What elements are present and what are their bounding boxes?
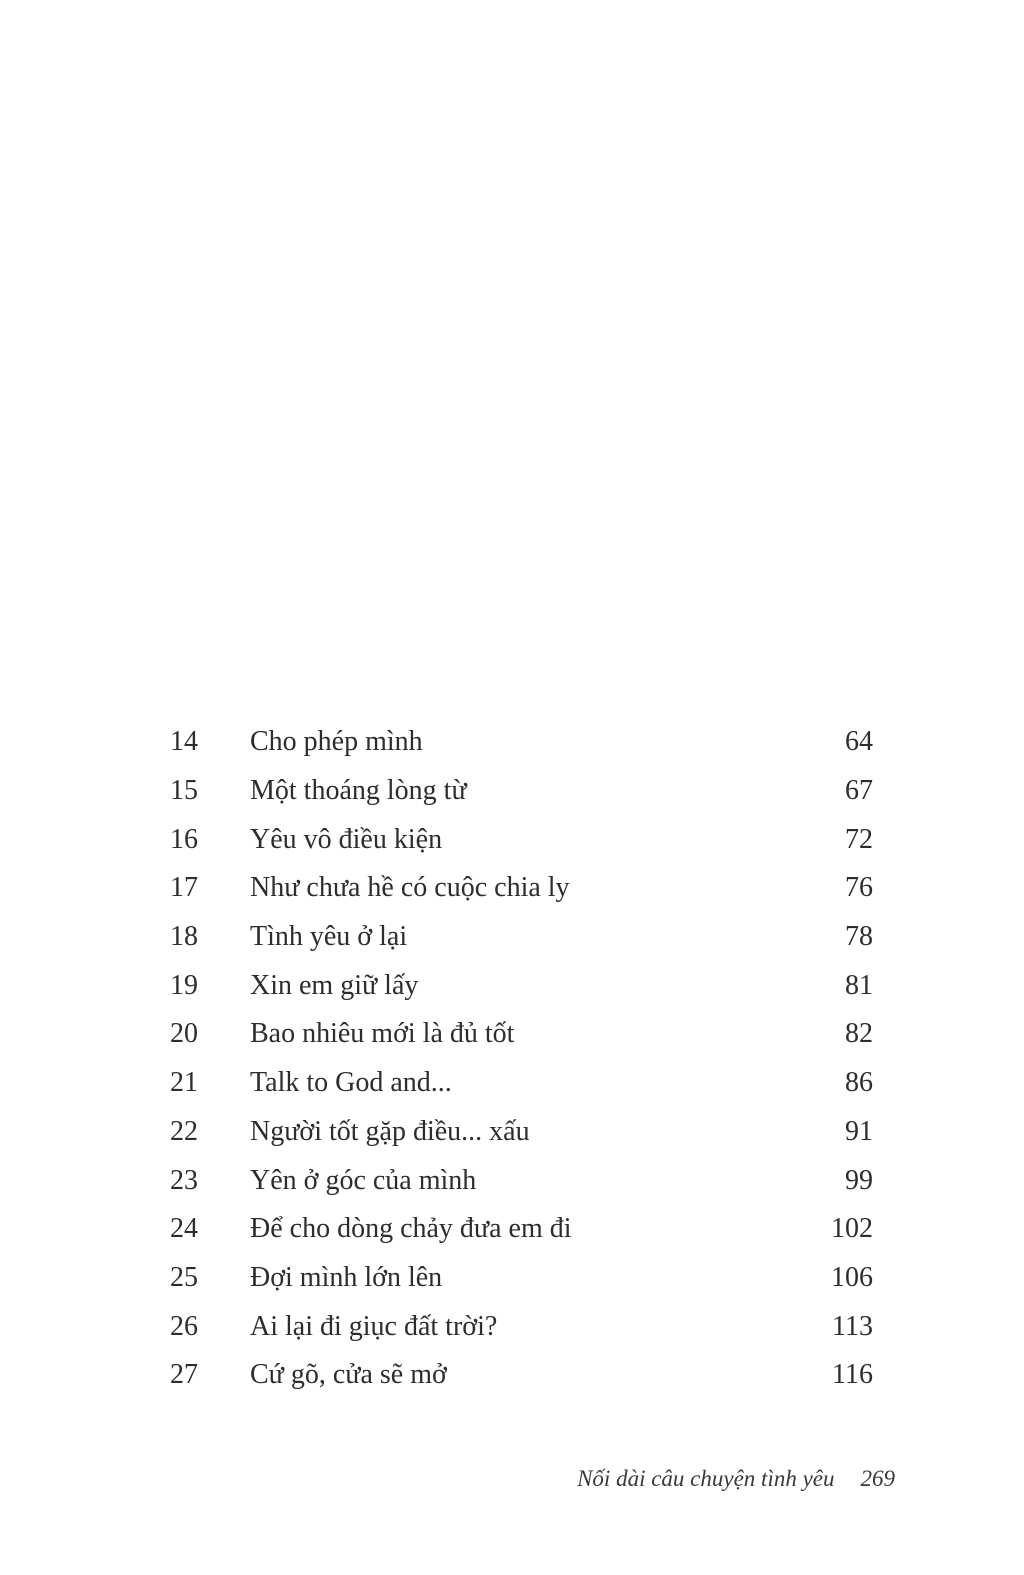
toc-entry [170, 767, 873, 816]
chapter-title: Cứ gõ, cửa sẽ mở [250, 1361, 447, 1390]
chapter-title: Một thoáng lòng từ [250, 777, 467, 806]
chapter-number: 25 [170, 1261, 198, 1293]
toc-entry [170, 1351, 873, 1400]
chapter-page-number: 72 [845, 823, 873, 855]
chapter-number: 16 [170, 823, 198, 855]
chapter-page-number: 67 [845, 775, 873, 807]
chapter-page-number: 106 [831, 1261, 873, 1293]
chapter-number: 14 [170, 726, 198, 758]
toc-entry [170, 1205, 873, 1254]
toc-entry [170, 1010, 873, 1059]
chapter-page-number: 78 [845, 921, 873, 953]
chapter-number: 26 [170, 1310, 198, 1342]
running-title: Nối dài câu chuyện tình yêu [577, 1466, 835, 1491]
chapter-page-number: 99 [845, 1164, 873, 1196]
chapter-page-number: 113 [832, 1310, 873, 1342]
chapter-title: Tình yêu ở lại [250, 923, 408, 952]
running-footer [577, 1466, 895, 1492]
chapter-number: 18 [170, 921, 198, 953]
chapter-number: 20 [170, 1018, 198, 1050]
chapter-title: Cho phép mình [250, 728, 423, 757]
chapter-page-number: 86 [845, 1067, 873, 1099]
toc-entry [170, 1108, 873, 1157]
toc-entry [170, 1254, 873, 1303]
toc-entry [170, 1156, 873, 1205]
toc-entry [170, 864, 873, 913]
chapter-number: 21 [170, 1067, 198, 1099]
table-of-contents [170, 718, 873, 1400]
chapter-page-number: 64 [845, 726, 873, 758]
chapter-page-number: 76 [845, 872, 873, 904]
chapter-title: Người tốt gặp điều... xấu [250, 1117, 530, 1146]
chapter-title: Yên ở góc của mình [250, 1166, 477, 1195]
toc-entry [170, 1059, 873, 1108]
toc-entry [170, 815, 873, 864]
chapter-number: 23 [170, 1164, 198, 1196]
footer-page-number: 269 [860, 1466, 895, 1491]
chapter-page-number: 81 [845, 969, 873, 1001]
chapter-number: 22 [170, 1115, 198, 1147]
chapter-title: Như chưa hề có cuộc chia ly [250, 874, 570, 903]
chapter-page-number: 82 [845, 1018, 873, 1050]
chapter-page-number: 91 [845, 1115, 873, 1147]
toc-entry [170, 718, 873, 767]
chapter-number: 15 [170, 775, 198, 807]
chapter-title: Ai lại đi giục đất trời? [250, 1312, 498, 1341]
chapter-number: 19 [170, 969, 198, 1001]
chapter-number: 27 [170, 1359, 198, 1391]
chapter-title: Xin em giữ lấy [250, 971, 419, 1000]
toc-entry [170, 1302, 873, 1351]
toc-entry [170, 961, 873, 1010]
chapter-number: 17 [170, 872, 198, 904]
chapter-number: 24 [170, 1213, 198, 1245]
chapter-title: Đợi mình lớn lên [250, 1263, 443, 1292]
chapter-title: Để cho dòng chảy đưa em đi [250, 1215, 572, 1244]
chapter-page-number: 116 [832, 1359, 873, 1391]
chapter-title: Yêu vô điều kiện [250, 825, 443, 854]
chapter-page-number: 102 [831, 1213, 873, 1245]
chapter-title: Bao nhiêu mới là đủ tốt [250, 1020, 515, 1049]
chapter-title: Talk to God and... [250, 1069, 452, 1098]
toc-entry [170, 913, 873, 962]
